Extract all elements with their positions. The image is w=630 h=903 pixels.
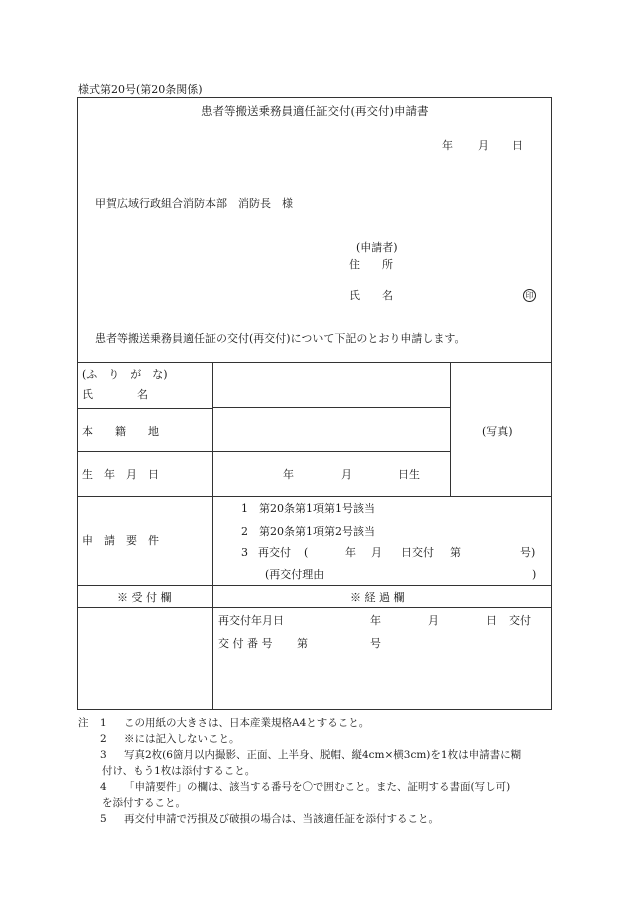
reissue-no-prefix: 第 [450, 546, 461, 559]
note-item [78, 715, 558, 731]
domicile-label: 本 籍 地 [82, 425, 159, 438]
note-text: 「申請要件」の欄は、該当する番号を〇で囲むこと。また、証明する書面(写し可) [124, 781, 511, 793]
reissue-date-suffix: 交付 [509, 614, 531, 627]
row-divider-4 [77, 585, 552, 586]
issue-number-suffix: 号 [370, 637, 381, 650]
reissue-no-suffix: 号) [520, 546, 536, 559]
form-title: 患者等搬送乗務員適任証交付(再交付)申請書 [201, 104, 429, 118]
note-text-continued: を添付すること。 [102, 797, 186, 809]
reception-header: ※ 受 付 欄 [117, 591, 172, 604]
birth-year: 年 [283, 468, 294, 481]
note-number: 4 [100, 781, 107, 793]
reissue-date-year: 年 [370, 614, 381, 627]
note-text: 再交付申請で汚損及び破損の場合は、当該適任証を添付すること。 [124, 813, 439, 825]
address-label: 住 所 [349, 258, 393, 271]
addressee: 甲賀広域行政組合消防本部 消防長 様 [95, 197, 293, 210]
issue-number-label: 交 付 番 号 [218, 637, 273, 650]
reissue-open: ( [304, 546, 309, 559]
frame-right [551, 97, 552, 710]
birth-month: 月 [341, 468, 352, 481]
reissue-day: 日交付 [401, 546, 434, 559]
reissue-year: 年 [345, 546, 356, 559]
date-month: 月 [478, 139, 489, 152]
reissue-num: 3 [241, 546, 248, 559]
table-top-divider [77, 362, 552, 363]
note-item [78, 811, 558, 827]
requirement-label: 申 請 要 件 [82, 534, 159, 547]
note-number: 1 [100, 717, 107, 729]
note-text: 写真2枚(6箇月以内撮影、正面、上半身、脱帽、縦4cm×横3cm)を1枚は申請書に糊 [124, 749, 522, 761]
reissue-date-day: 日 [486, 614, 497, 627]
column-divider-photo [450, 362, 451, 497]
name-row-label: 氏 名 [82, 388, 148, 401]
note-number: 2 [100, 733, 107, 745]
notes-label: 注 [78, 717, 89, 729]
reissue-month: 月 [371, 546, 382, 559]
requirement-item-1: 1 第20条第1項第1号該当 [241, 502, 375, 515]
reissue-reason-close: ) [532, 568, 537, 581]
furigana-label: (ふ り が な) [82, 368, 168, 381]
note-text: この用紙の大きさは、日本産業規格A4とすること。 [124, 717, 370, 729]
note-item [78, 779, 558, 811]
name-label: 氏 名 [349, 289, 393, 302]
date-day: 日 [512, 139, 523, 152]
note-text-continued: 付け、もう1枚は添付すること。 [102, 765, 256, 777]
progress-header: ※ 経 過 欄 [350, 591, 405, 604]
reissue-date-label: 再交付年月日 [218, 614, 284, 627]
seal-mark-icon: 印 [523, 289, 536, 302]
frame-bottom [77, 709, 552, 710]
note-item [78, 731, 558, 747]
reissue-reason: (再交付理由 [265, 568, 325, 581]
note-text: ※には記入しないこと。 [124, 733, 240, 745]
row-divider-2 [77, 451, 450, 452]
requirement-item-2: 2 第20条第1項第2号該当 [241, 525, 375, 538]
applicant-label: (申請者) [356, 241, 398, 254]
notes-list [78, 715, 558, 827]
birth-label: 生 年 月 日 [82, 468, 159, 481]
issue-number-prefix: 第 [297, 637, 308, 650]
frame-left [77, 97, 78, 710]
date-year: 年 [442, 139, 453, 152]
note-number: 5 [100, 813, 107, 825]
note-item [78, 747, 558, 779]
request-text: 患者等搬送乗務員適任証の交付(再交付)について下記のとおり申請します。 [95, 332, 466, 345]
row-divider-1b [77, 408, 213, 409]
photo-label: (写真) [482, 425, 513, 438]
birth-suffix: 日生 [398, 468, 420, 481]
reissue-label: 再交付 [258, 546, 291, 559]
row-divider-3 [77, 496, 552, 497]
row-divider-1 [212, 407, 450, 408]
note-number: 3 [100, 749, 107, 761]
column-divider-main [212, 362, 213, 710]
form-number: 様式第20号(第20条関係) [78, 83, 203, 96]
reissue-date-month: 月 [428, 614, 439, 627]
frame-top [77, 97, 552, 98]
row-divider-5 [77, 607, 552, 608]
